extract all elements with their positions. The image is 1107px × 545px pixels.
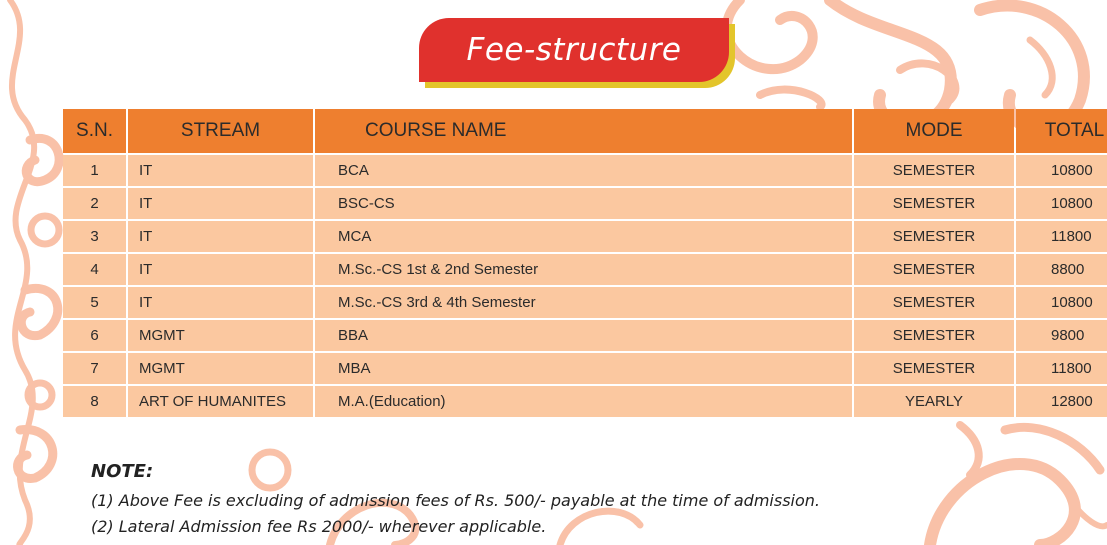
note-section — [91, 461, 820, 540]
table-row — [63, 287, 1107, 318]
cell-mode: SEMESTER — [854, 287, 1014, 318]
cell-course-name: M.A.(Education) — [315, 386, 852, 417]
cell-sn: 7 — [63, 353, 126, 384]
cell-stream: IT — [128, 287, 313, 318]
column-header-total: TOTAL — [1016, 109, 1107, 153]
title-banner-face — [419, 18, 729, 82]
column-header-stream: STREAM — [128, 109, 313, 153]
cell-stream: MGMT — [128, 353, 313, 384]
table-row — [63, 254, 1107, 285]
cell-course-name: BCA — [315, 155, 852, 186]
cell-mode: SEMESTER — [854, 353, 1014, 384]
cell-sn: 4 — [63, 254, 126, 285]
cell-course-name: BBA — [315, 320, 852, 351]
cell-total: 8800 — [1016, 254, 1107, 285]
cell-total: 10800 — [1016, 188, 1107, 219]
cell-stream: MGMT — [128, 320, 313, 351]
cell-mode: YEARLY — [854, 386, 1014, 417]
title-banner — [419, 18, 735, 88]
cell-course-name: MCA — [315, 221, 852, 252]
table-header-row — [63, 109, 1107, 153]
cell-stream: IT — [128, 254, 313, 285]
note-heading: NOTE: — [91, 461, 154, 482]
cell-total: 10800 — [1016, 155, 1107, 186]
table-row — [63, 221, 1107, 252]
cell-total: 11800 — [1016, 221, 1107, 252]
note-line-2: (2) Lateral Admission fee Rs 2000/- wherever applicable. — [91, 517, 547, 536]
cell-mode: SEMESTER — [854, 254, 1014, 285]
cell-mode: SEMESTER — [854, 320, 1014, 351]
table-row — [63, 320, 1107, 351]
cell-stream: IT — [128, 221, 313, 252]
cell-course-name: BSC-CS — [315, 188, 852, 219]
cell-total: 11800 — [1016, 353, 1107, 384]
cell-sn: 6 — [63, 320, 126, 351]
cell-sn: 5 — [63, 287, 126, 318]
cell-sn: 1 — [63, 155, 126, 186]
cell-total: 10800 — [1016, 287, 1107, 318]
cell-mode: SEMESTER — [854, 221, 1014, 252]
column-header-course-name: COURSE NAME — [315, 109, 852, 153]
cell-course-name: M.Sc.-CS 3rd & 4th Semester — [315, 287, 852, 318]
cell-mode: SEMESTER — [854, 155, 1014, 186]
cell-mode: SEMESTER — [854, 188, 1014, 219]
fee-structure-table — [61, 107, 1107, 419]
column-header-mode: MODE — [854, 109, 1014, 153]
cell-total: 12800 — [1016, 386, 1107, 417]
cell-stream: IT — [128, 155, 313, 186]
cell-stream: IT — [128, 188, 313, 219]
cell-sn: 3 — [63, 221, 126, 252]
table-row — [63, 353, 1107, 384]
column-header-sn: S.N. — [63, 109, 126, 153]
table-row — [63, 386, 1107, 417]
cell-total: 9800 — [1016, 320, 1107, 351]
table-row — [63, 155, 1107, 186]
cell-course-name: M.Sc.-CS 1st & 2nd Semester — [315, 254, 852, 285]
cell-sn: 2 — [63, 188, 126, 219]
cell-stream: ART OF HUMANITES — [128, 386, 313, 417]
note-line-1: (1) Above Fee is excluding of admission fees of Rs. 500/- payable at the time of admission. — [91, 491, 820, 510]
cell-sn: 8 — [63, 386, 126, 417]
page-title: Fee-structure — [466, 32, 682, 68]
cell-course-name: MBA — [315, 353, 852, 384]
table-row — [63, 188, 1107, 219]
